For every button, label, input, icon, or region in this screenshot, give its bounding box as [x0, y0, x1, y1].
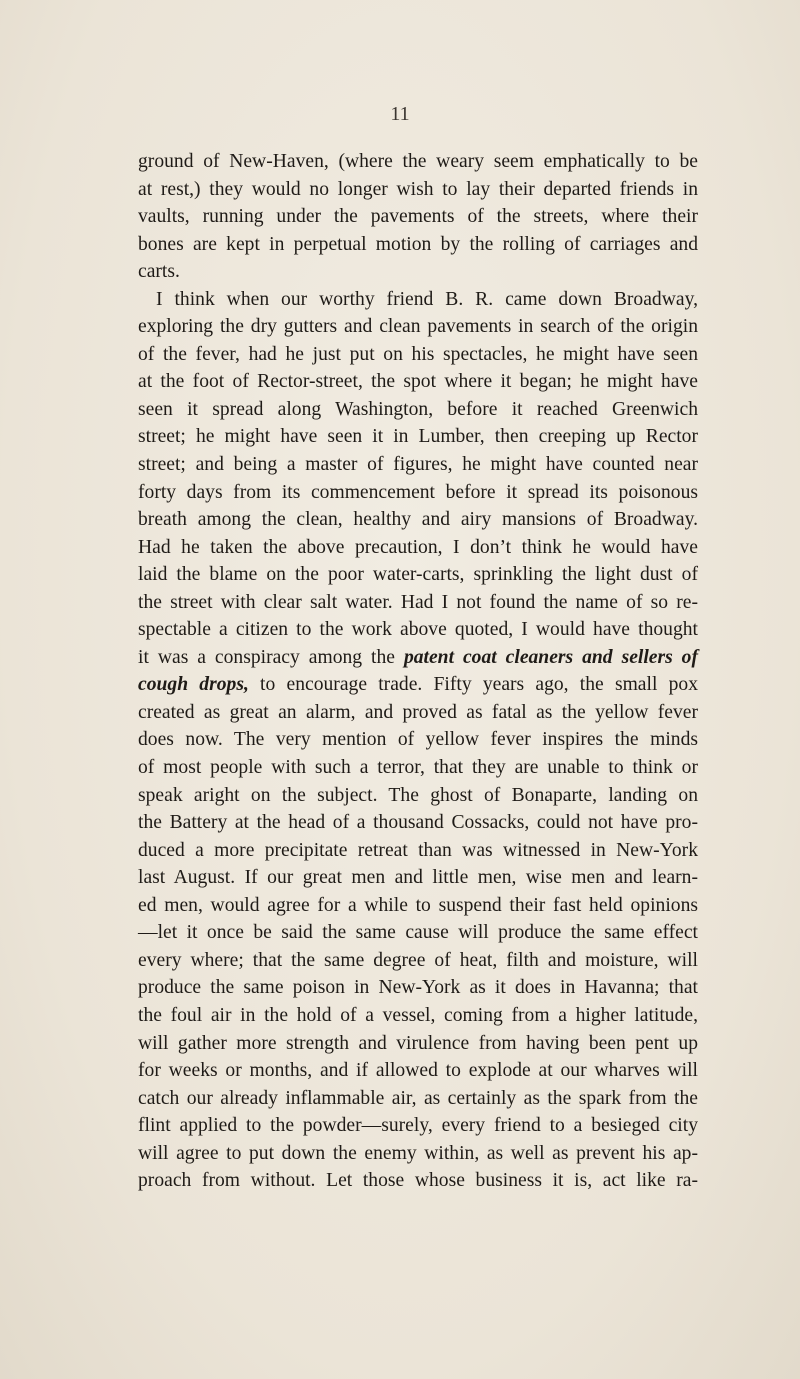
text-segment: speak aright on the subject. The ghost of Bonaparte, landing on — [138, 784, 698, 806]
text-line — [138, 479, 698, 507]
text-line — [138, 782, 698, 810]
text-segment: at the foot of Rector-street, the spot where it began; he might have — [138, 371, 698, 393]
text-segment: last August. If our great men and little men, wise men and learn- — [138, 867, 698, 889]
text-line — [138, 919, 698, 947]
text-segment: ground of New-Haven, (where the weary seem emphatically to be — [138, 151, 698, 172]
text-segment: it was a conspiracy among the — [138, 646, 404, 668]
text-segment: street; he might have seen it in Lumber, then creeping up Rector — [138, 426, 698, 448]
text-line — [138, 754, 698, 782]
text-line — [138, 726, 698, 754]
text-line — [138, 974, 698, 1002]
text-segment: the Battery at the head of a thousand Cossacks, could not have pro- — [138, 812, 698, 834]
text-line — [138, 534, 698, 562]
text-line — [138, 148, 698, 176]
text-line — [138, 203, 698, 231]
text-segment: at rest,) they would no longer wish to lay their departed friends in — [138, 178, 698, 200]
text-line — [138, 1112, 698, 1140]
text-line — [138, 699, 698, 727]
text-segment: ed men, would agree for a while to suspend their fast held opinions — [138, 894, 698, 916]
text-line — [138, 589, 698, 617]
text-line — [138, 1057, 698, 1085]
text-segment: vaults, running under the pavements of the streets, where their — [138, 206, 698, 228]
text-segment: catch our already inflammable air, as certainly as the spark from the — [138, 1087, 698, 1109]
text-line — [138, 864, 698, 892]
text-line — [138, 644, 698, 672]
text-segment: carts. — [138, 261, 180, 283]
text-line — [138, 1030, 698, 1058]
text-line — [138, 892, 698, 920]
text-line — [138, 1167, 698, 1195]
italic-phrase: patent coat cleaners and sellers of — [403, 646, 698, 668]
text-segment: bones are kept in perpetual motion by the rolling of carriages and — [138, 233, 698, 255]
page-number: 11 — [390, 103, 410, 125]
text-line — [138, 561, 698, 589]
text-segment: does now. The very mention of yellow fever inspires the minds — [138, 729, 698, 751]
text-segment: created as great an alarm, and proved as fatal as the yellow fever — [138, 701, 698, 723]
text-segment: produce the same poison in New-York as it does in Havanna; that — [138, 977, 698, 999]
text-line — [138, 313, 698, 341]
text-segment: seen it spread along Washington, before it reached Greenwich — [138, 398, 698, 420]
text-segment: will agree to put down the enemy within, as well as prevent his ap- — [138, 1142, 698, 1164]
text-line — [138, 616, 698, 644]
text-segment: flint applied to the powder—surely, every friend to a besieged city — [138, 1115, 698, 1137]
text-line — [138, 1140, 698, 1168]
text-segment: for weeks or months, and if allowed to explode at our wharves will — [138, 1060, 698, 1082]
text-segment: Had he taken the above precaution, I don’t think he would have — [138, 536, 698, 558]
text-line — [138, 231, 698, 259]
text-segment: every where; that the same degree of heat, filth and moisture, will — [138, 949, 698, 971]
text-line — [138, 947, 698, 975]
text-line — [138, 506, 698, 534]
text-line — [138, 671, 698, 699]
text-segment: laid the blame on the poor water-carts, sprinkling the light dust of — [138, 564, 698, 586]
text-segment: exploring the dry gutters and clean pavements in search of the origin — [138, 316, 698, 338]
text-segment: duced a more precipitate retreat than was witnessed in New-York — [138, 839, 698, 861]
text-segment: street; and being a master of figures, he might have counted near — [138, 454, 698, 476]
text-segment: proach from without. Let those whose business it is, act like ra- — [138, 1170, 698, 1192]
text-segment: the street with clear salt water. Had I not found the name of so re- — [138, 591, 698, 613]
text-segment: forty days from its commencement before it spread its poisonous — [138, 481, 698, 503]
text-segment: I think when our worthy friend B. R. came down Broadway, — [156, 288, 698, 310]
text-line — [138, 809, 698, 837]
text-line — [138, 286, 698, 314]
text-line — [138, 176, 698, 204]
text-line — [138, 258, 698, 286]
text-line — [138, 368, 698, 396]
text-line — [138, 423, 698, 451]
text-segment: spectable a citizen to the work above quoted, I would have thought — [138, 619, 698, 641]
text-segment: to encourage trade. Fifty years ago, the small pox — [248, 674, 698, 696]
text-line — [138, 837, 698, 865]
text-line — [138, 451, 698, 479]
text-segment: breath among the clean, healthy and airy mansions of Broadway. — [138, 509, 698, 531]
text-line — [138, 396, 698, 424]
body-text — [138, 148, 698, 1195]
text-line — [138, 1085, 698, 1113]
text-segment: of the fever, had he just put on his spectacles, he might have seen — [138, 343, 698, 365]
italic-phrase: cough drops, — [138, 674, 249, 696]
text-line — [138, 341, 698, 369]
text-line — [138, 1002, 698, 1030]
text-segment: will gather more strength and virulence from having been pent up — [138, 1032, 698, 1054]
text-segment: the foul air in the hold of a vessel, coming from a higher latitude, — [138, 1004, 698, 1026]
text-segment: of most people with such a terror, that they are unable to think or — [138, 757, 698, 779]
text-segment: —let it once be said the same cause will produce the same effect — [138, 922, 698, 944]
